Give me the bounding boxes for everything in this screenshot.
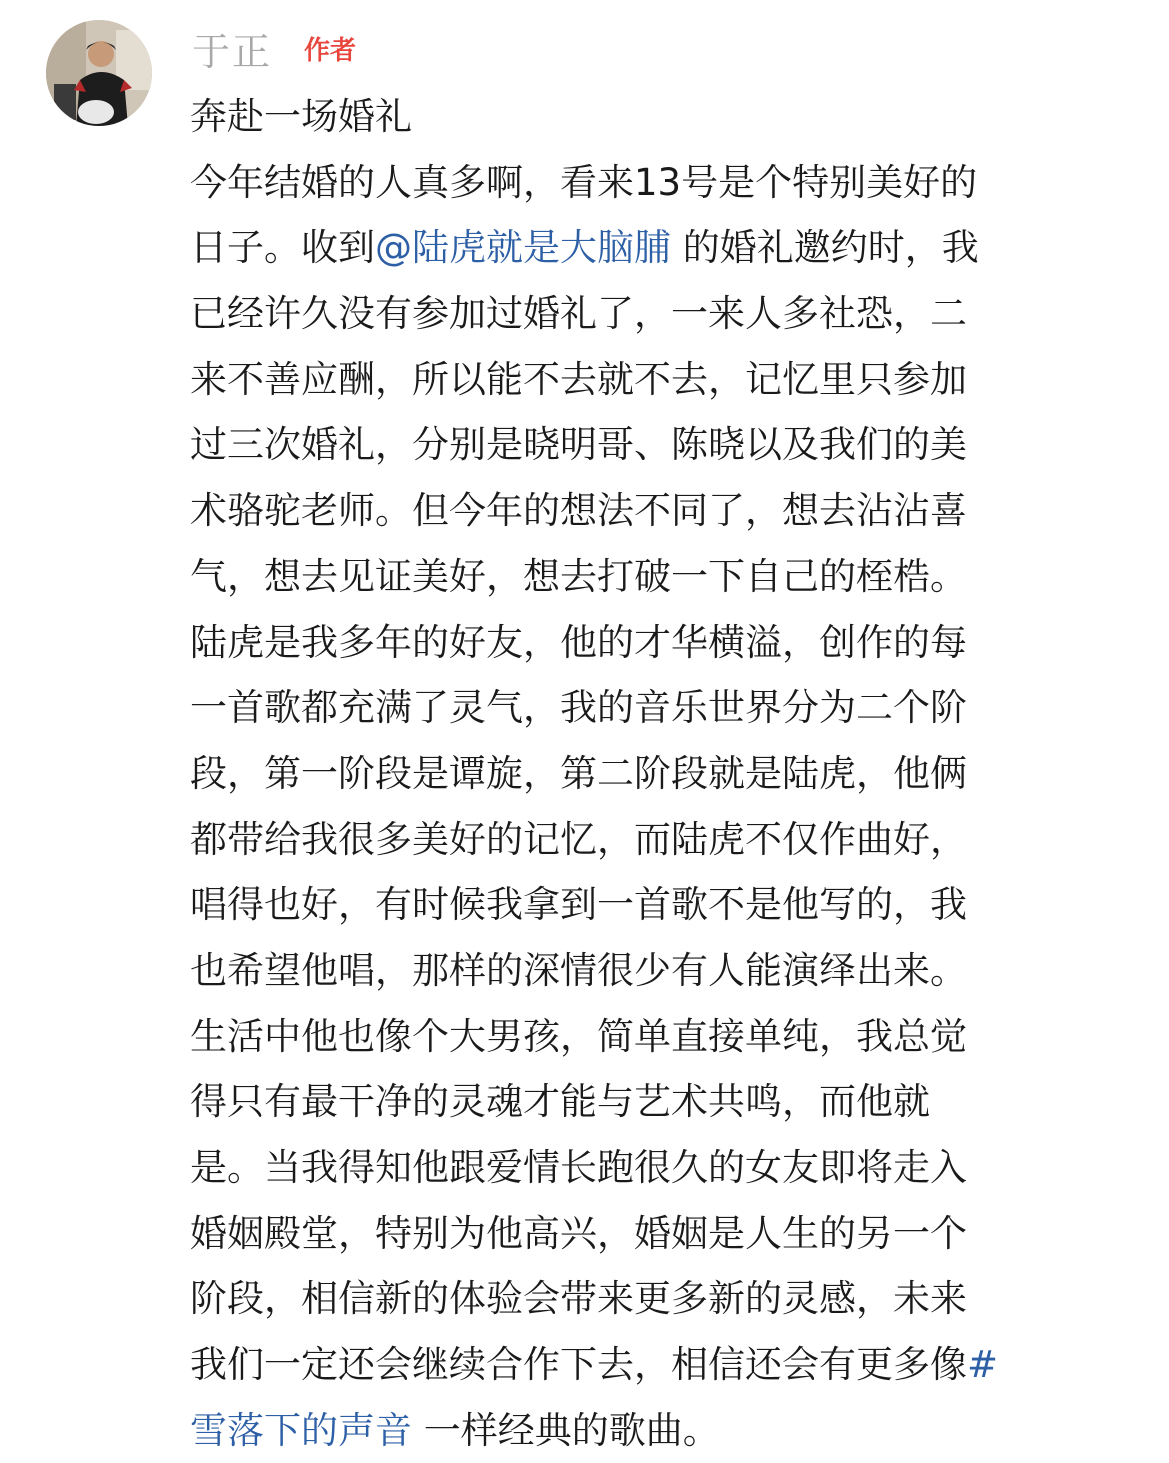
post-body-line [190,215,1125,281]
post-body [190,150,1125,1463]
post-body-line: 得只有最干净的灵魂才能与艺术共鸣，而他就 [190,1080,930,1124]
post-body-line: 婚姻殿堂，特别为他高兴，婚姻是人生的另一个 [190,1211,967,1255]
post-body-line: 术骆驼老师。但今年的想法不同了，想去沾沾喜 [190,489,967,533]
avatar-photo [46,20,152,126]
author-row [192,18,356,78]
post-text-segment: 日子。收到 [190,226,375,270]
post-body-line: 今年结婚的人真多啊，看来13号是个特别美好的 [190,160,978,204]
post-title: 奔赴一场婚礼 [190,95,412,138]
post-body-line: 阶段，相信新的体验会带来更多新的灵感，未来 [190,1277,967,1321]
author-name[interactable]: 于正 [192,29,273,74]
post-body-line: 唱得也好，有时候我拿到一首歌不是他写的，我 [190,883,967,927]
hashtag-link[interactable]: 雪落下的声音 [190,1408,412,1452]
post-body-line: 也希望他唱，那样的深情很少有人能演绎出来。 [190,948,967,992]
avatar[interactable] [46,20,152,126]
user-mention-link[interactable]: @陆虎就是大脑脯 [375,226,671,270]
post-text-segment: 我们一定还会继续合作下去，相信还会有更多像 [190,1343,967,1387]
post-body-line: 已经许久没有参加过婚礼了，一来人多社恐，二 [190,292,967,336]
post-text-segment: 一样经典的歌曲。 [412,1408,720,1452]
post-body-line: 气，想去见证美好，想去打破一下自己的桎梏。 [190,554,967,598]
post-body-line: 都带给我很多美好的记忆，而陆虎不仅作曲好， [190,817,967,861]
post-body-line: 陆虎是我多年的好友，他的才华横溢，创作的每 [190,620,967,664]
post-body-line [190,1398,1125,1463]
post-body-line: 段，第一阶段是谭旋，第二阶段就是陆虎，他俩 [190,751,967,795]
post-text-segment: 的婚礼邀约时，我 [671,226,979,270]
hashtag-link[interactable]: # [967,1343,999,1387]
post-body-line: 生活中他也像个大男孩，简单直接单纯，我总觉 [190,1014,967,1058]
author-badge: 作者 [304,35,357,66]
post-body-line: 一首歌都充满了灵气，我的音乐世界分为二个阶 [190,686,967,730]
post-body-line: 过三次婚礼，分别是晓明哥、陈晓以及我们的美 [190,423,967,467]
post-body-line [190,1332,1125,1398]
post-body-line: 是。当我得知他跟爱情长跑很久的女友即将走入 [190,1146,967,1189]
post-content [190,84,1125,1463]
post-body-line: 来不善应酬，所以能不去就不去，记忆里只参加 [190,357,967,401]
